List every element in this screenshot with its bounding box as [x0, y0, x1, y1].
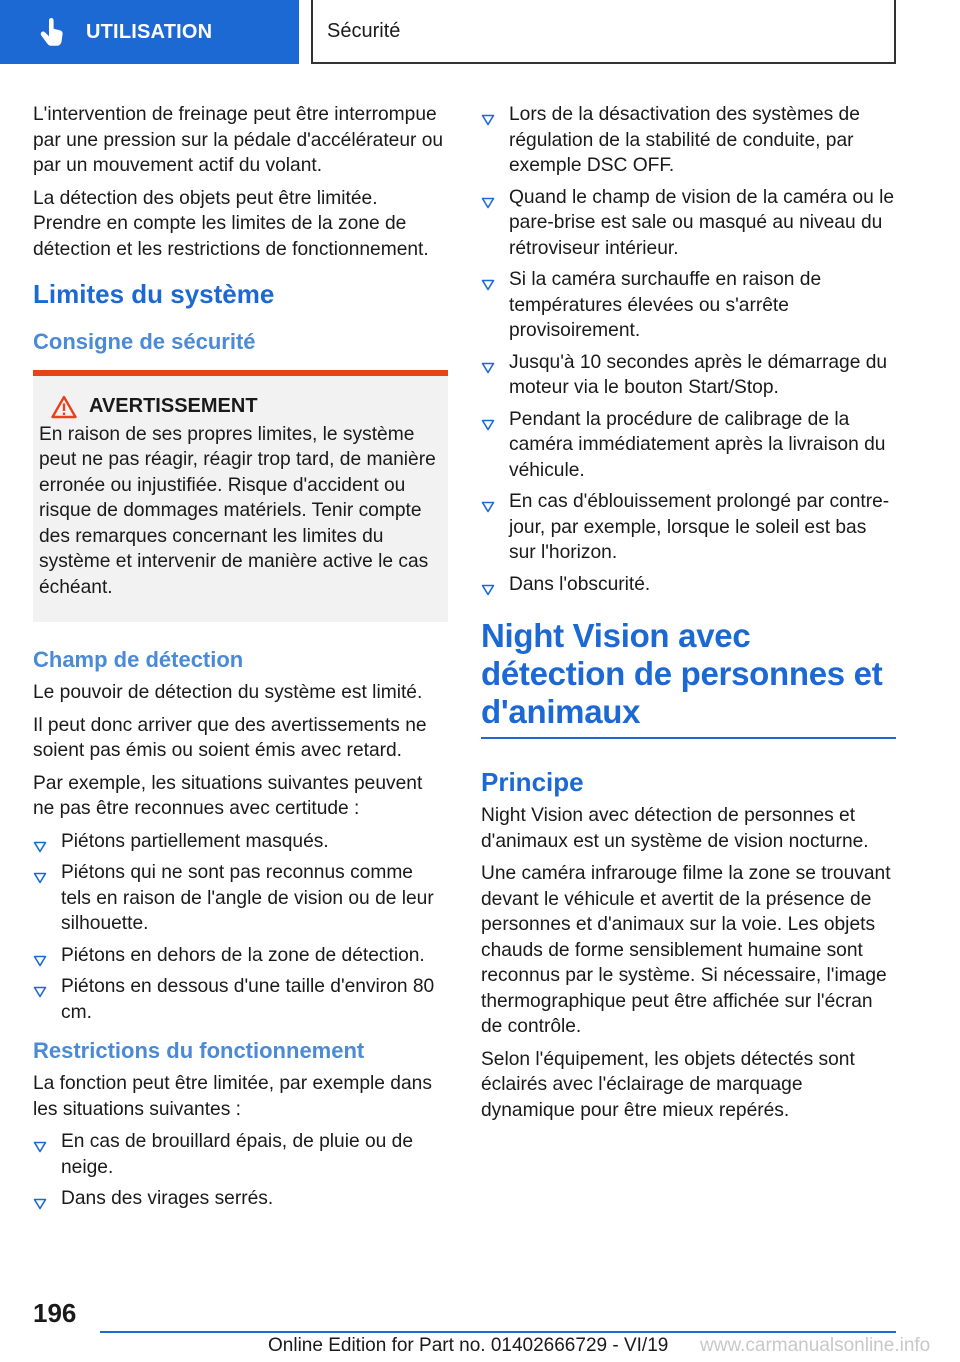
heading-safety-notice: Consigne de sécurité — [33, 329, 256, 354]
warning-title: AVERTISSEMENT — [89, 395, 258, 417]
section-title: Sécurité — [327, 19, 401, 42]
heading-principle: Principe — [481, 767, 584, 797]
bullet-triangle-icon — [33, 835, 47, 847]
paragraph-detection-capacity: Le pouvoir de détection du système est limité. — [33, 682, 423, 703]
bullet-triangle-icon — [481, 495, 495, 507]
bullet-triangle-icon — [481, 273, 495, 285]
hand-pointer-icon — [38, 17, 68, 47]
list-item: Lors de la désactivation des systèmes de régulation de la stabilité de conduite, par exemple DSC OFF. — [481, 102, 896, 179]
list-item: Piétons partiellement masqués. — [33, 829, 448, 855]
detection-limits-list — [33, 829, 448, 1026]
warning-box — [33, 370, 448, 622]
footer-edition: Online Edition for Part no. 01402666729 - VI/19 — [268, 1335, 669, 1356]
section-header — [311, 0, 896, 64]
list-item: Quand le champ de vision de la caméra ou le pare-brise est sale ou masqué au niveau du rétroviseur intérieur. — [481, 185, 896, 262]
right-column — [481, 102, 896, 1130]
list-item: Dans l'obscurité. — [481, 572, 896, 598]
list-item: Piétons en dehors de la zone de détection. — [33, 943, 448, 969]
warning-text: En raison de ses propres limites, le système peut ne pas réagir, réagir trop tard, de manière erronée ou injustifiée. Risque d'accident ou risque de dommages matériels. Tenir compte des remarques concernant les limites du système et intervenir de manière active le cas échéant. — [39, 423, 436, 598]
bullet-triangle-icon — [33, 866, 47, 878]
bullet-triangle-icon — [481, 413, 495, 425]
left-column — [33, 102, 448, 1224]
list-item: Piétons en dessous d'une taille d'environ 80 cm. — [33, 974, 448, 1025]
paragraph-restrictions-intro: La fonction peut être limitée, par exemple dans les situations suivantes : — [33, 1073, 432, 1120]
heading-system-limits: Limites du système — [33, 279, 275, 309]
warning-triangle-icon — [51, 395, 77, 419]
chapter-tab-label: UTILISATION — [86, 20, 213, 43]
bullet-triangle-icon — [33, 1135, 47, 1147]
paragraph-detection-limited: La détection des objets peut être limitée. Prendre en compte les limites de la zone de détection et les restrictions de fonctionnement. — [33, 187, 429, 260]
paragraph-examples-intro: Par exemple, les situations suivantes peuvent ne pas être reconnues avec certitude : — [33, 772, 423, 819]
paragraph-night-vision-intro: Night Vision avec détection de personnes et d'animaux est un système de vision nocturne. — [481, 805, 869, 852]
bullet-triangle-icon — [481, 191, 495, 203]
heading-detection-field: Champ de détection — [33, 647, 244, 672]
list-item: Dans des virages serrés. — [33, 1186, 448, 1212]
bullet-triangle-icon — [481, 356, 495, 368]
paragraph-braking-interruption: L'intervention de freinage peut être interrompue par une pression sur la pédale d'accélérateur ou par un mouvement actif du volant. — [33, 104, 444, 176]
list-item: Piétons qui ne sont pas reconnus comme tels en raison de l'angle de vision ou de leur silhouette. — [33, 860, 448, 937]
paragraph-infrared-camera: Une caméra infrarouge filme la zone se trouvant devant le véhicule et avertit de la présence de personnes et d'animaux sur la voie. Les objets chauds de forme sensiblement humaine sont reconnus par le système. Si nécessaire, l'image thermographique peut être affichée sur l'écran de contrôle. — [481, 863, 891, 1037]
paragraph-marking-light: Selon l'équipement, les objets détectés sont éclairés avec l'éclairage de marquage dynamique pour être mieux repérés. — [481, 1048, 855, 1121]
footer-watermark: www.carmanualsonline.info — [700, 1335, 931, 1356]
bullet-triangle-icon — [481, 108, 495, 120]
list-item: En cas d'éblouissement prolongé par contre-jour, par exemple, lorsque le soleil est bas sur l'horizon. — [481, 489, 896, 566]
bullet-triangle-icon — [481, 578, 495, 590]
list-item: Si la caméra surchauffe en raison de températures élevées ou s'arrête provisoirement. — [481, 267, 896, 344]
footer-divider — [100, 1331, 896, 1333]
bullet-triangle-icon — [33, 1192, 47, 1204]
page-number: 196 — [33, 1298, 77, 1328]
restrictions-list-continued — [481, 102, 896, 597]
restrictions-list — [33, 1129, 448, 1212]
list-item: En cas de brouillard épais, de pluie ou de neige. — [33, 1129, 448, 1180]
heading-night-vision: Night Vision avec détection de personnes et d'animaux — [481, 617, 896, 739]
heading-function-restrictions: Restrictions du fonctionnement — [33, 1038, 365, 1063]
bullet-triangle-icon — [33, 949, 47, 961]
list-item: Pendant la procédure de calibrage de la caméra immédiatement après la livraison du véhicule. — [481, 407, 896, 484]
bullet-triangle-icon — [33, 980, 47, 992]
chapter-tab[interactable] — [0, 0, 299, 64]
paragraph-warning-delay: Il peut donc arriver que des avertissements ne soient pas émis ou soient émis avec retard. — [33, 714, 427, 761]
warning-title-row — [39, 394, 440, 420]
list-item: Jusqu'à 10 secondes après le démarrage du moteur via le bouton Start/Stop. — [481, 350, 896, 401]
